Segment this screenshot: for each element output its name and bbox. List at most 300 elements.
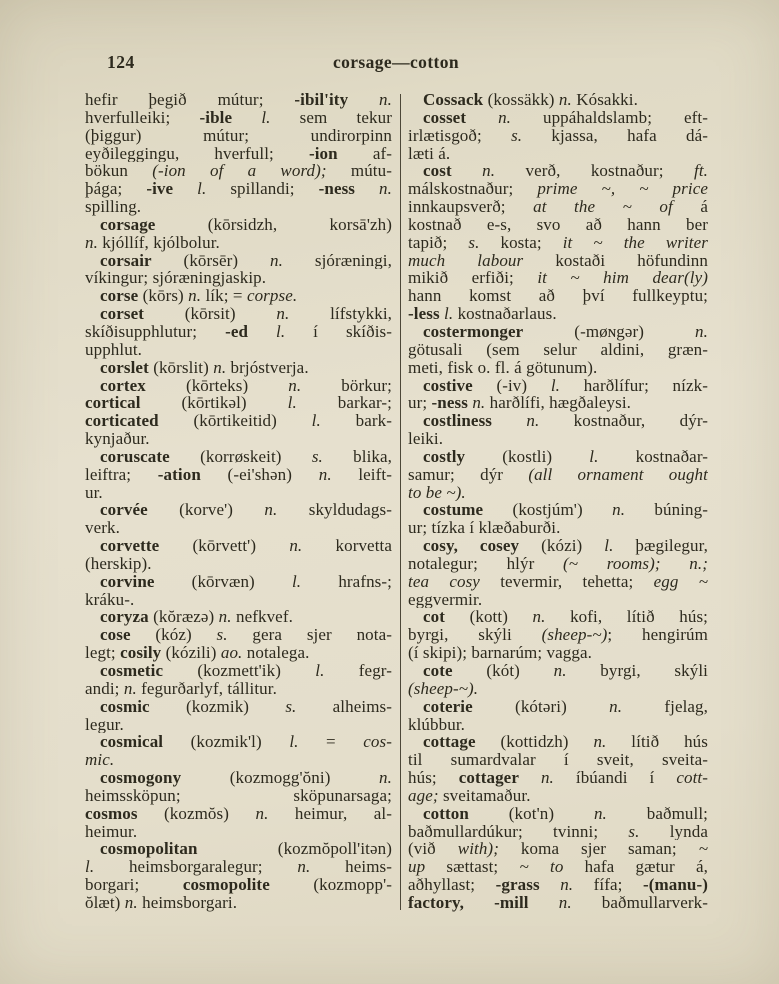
headword-or-suffix: cosily bbox=[120, 644, 162, 662]
plain-text: notalega. bbox=[242, 644, 310, 662]
italic-text: n. bbox=[270, 251, 283, 270]
italic-text: s. bbox=[511, 126, 523, 145]
plain-text: (kott) bbox=[445, 608, 533, 627]
dict-line bbox=[85, 341, 392, 359]
plain-text: borgari; bbox=[85, 876, 183, 894]
headword-or-suffix: cote bbox=[423, 662, 453, 680]
column-divider-rule bbox=[400, 94, 401, 910]
page-header bbox=[85, 52, 707, 74]
headword-or-suffix: coryza bbox=[100, 608, 149, 627]
dict-line bbox=[85, 555, 392, 573]
italic-text: l. bbox=[589, 447, 599, 466]
plain-text: (kóz) bbox=[130, 626, 217, 645]
dict-line bbox=[408, 537, 708, 555]
italic-text: ~ to bbox=[519, 858, 564, 877]
plain-text bbox=[540, 876, 561, 894]
plain-text: af- bbox=[337, 144, 392, 163]
plain-text: í skíðis- bbox=[285, 322, 392, 341]
plain-text: (kŏræzə) bbox=[148, 608, 219, 627]
plain-text bbox=[248, 323, 276, 341]
plain-text: götusali (sem selur aldini, græn- bbox=[408, 340, 708, 359]
dict-line bbox=[85, 537, 392, 555]
italic-text: n. bbox=[276, 305, 290, 323]
plain-text: (kossäkk) bbox=[483, 91, 559, 109]
italic-text: ~ bbox=[698, 840, 708, 859]
italic-text: n. bbox=[558, 91, 572, 109]
plain-text: málskostnaður; bbox=[408, 180, 538, 199]
plain-text: (kōrteks) bbox=[145, 376, 289, 395]
italic-text: n. bbox=[297, 858, 311, 877]
plain-text: (kōrs) bbox=[138, 287, 189, 306]
headword-or-suffix: costermonger bbox=[423, 322, 524, 341]
italic-text: age; bbox=[408, 786, 439, 805]
dict-line bbox=[85, 234, 392, 252]
plain-text: (-ei'shən) bbox=[200, 465, 319, 484]
italic-text: (all ornament ought bbox=[528, 465, 708, 484]
headword-or-suffix: cosmic bbox=[100, 697, 150, 716]
italic-text: tea cosy bbox=[408, 572, 480, 591]
dict-line bbox=[85, 448, 392, 466]
italic-text: n. bbox=[498, 108, 512, 127]
dict-line bbox=[85, 91, 392, 109]
plain-text: þægilegur, bbox=[613, 537, 708, 555]
plain-text: (við bbox=[408, 840, 458, 859]
headword-or-suffix: corslet bbox=[100, 358, 149, 377]
italic-text: cott- bbox=[676, 769, 708, 787]
italic-text: n. bbox=[289, 537, 303, 555]
headword-or-suffix: cortex bbox=[100, 376, 146, 395]
italic-text: l. bbox=[604, 537, 614, 555]
plain-text: (kottidzh) bbox=[475, 733, 594, 752]
italic-text: l. bbox=[287, 394, 297, 413]
dict-line bbox=[85, 145, 392, 163]
plain-text: upphlut. bbox=[85, 340, 142, 359]
italic-text: (sheep-~) bbox=[541, 626, 608, 645]
italic-text: corpse. bbox=[246, 287, 298, 306]
plain-text: (kōrsit) bbox=[144, 305, 277, 323]
headword-or-suffix: corvette bbox=[100, 537, 160, 555]
plain-text: (kót) bbox=[452, 662, 554, 680]
plain-text: (herskip). bbox=[85, 554, 152, 573]
plain-text: koma sjer saman; bbox=[498, 840, 699, 859]
plain-text bbox=[452, 162, 482, 180]
dict-line bbox=[408, 805, 708, 823]
dict-line bbox=[85, 519, 392, 537]
page-number: 124 bbox=[107, 52, 135, 72]
plain-text: byrgi, skýli bbox=[408, 626, 542, 645]
plain-text: verð, kostnaður; bbox=[495, 162, 694, 181]
plain-text: (þiggur) mútur; undirorpinn bbox=[85, 126, 392, 145]
dict-line bbox=[85, 644, 392, 662]
headword-or-suffix: cosmos bbox=[85, 804, 138, 823]
dict-line bbox=[85, 359, 392, 377]
plain-text: korvetta bbox=[302, 537, 392, 555]
dict-line bbox=[408, 466, 708, 484]
dict-line bbox=[408, 662, 708, 680]
plain-text: (kozmik'l) bbox=[163, 733, 290, 752]
dict-line bbox=[85, 662, 392, 680]
dict-line bbox=[408, 162, 708, 180]
plain-text: harðlífi, hægðaleysi. bbox=[485, 394, 631, 413]
dict-line bbox=[408, 269, 708, 287]
plain-text: skyldudags- bbox=[277, 501, 392, 520]
plain-text: baðmullarverk- bbox=[571, 893, 708, 912]
dict-line bbox=[85, 180, 392, 198]
italic-text: l. bbox=[197, 180, 207, 199]
dict-line bbox=[408, 109, 708, 127]
headword-or-suffix: cortical bbox=[85, 394, 141, 413]
dict-line bbox=[408, 234, 708, 252]
plain-text: (kozmŏpoll'itən) bbox=[197, 840, 392, 859]
dict-line bbox=[408, 858, 708, 876]
plain-text: Kósakki. bbox=[571, 91, 638, 109]
dict-line bbox=[408, 377, 708, 395]
italic-text: n. bbox=[482, 162, 496, 181]
italic-text: l. bbox=[276, 322, 286, 341]
plain-text: nefkvef. bbox=[231, 608, 293, 627]
plain-text bbox=[355, 180, 379, 198]
italic-text: s. bbox=[628, 822, 640, 841]
plain-text: (í skipi); barnarúm; vagga. bbox=[408, 644, 592, 662]
plain-text: fegurðarlyf, tállitur. bbox=[136, 679, 277, 698]
plain-text: sættast; bbox=[425, 858, 520, 877]
headword-or-suffix: -ibil'ity bbox=[294, 91, 349, 109]
dict-line bbox=[85, 591, 392, 609]
italic-text: n. bbox=[288, 376, 302, 395]
headword-or-suffix: coterie bbox=[423, 697, 473, 716]
headword-or-suffix: cost bbox=[423, 162, 452, 181]
headword-or-suffix: cosy, cosey bbox=[423, 537, 520, 555]
plain-text: ur; tízka í klæðaburði. bbox=[408, 519, 561, 538]
headword-or-suffix: corticated bbox=[85, 412, 159, 431]
plain-text: hefir þegið mútur; bbox=[85, 91, 295, 109]
headword-or-suffix: corse bbox=[100, 287, 139, 306]
italic-text: n. bbox=[526, 412, 540, 431]
headword-or-suffix: -ion bbox=[308, 144, 338, 163]
italic-text: l. bbox=[444, 305, 454, 323]
dict-line bbox=[85, 608, 392, 626]
italic-text: much labour bbox=[408, 251, 524, 270]
dict-line bbox=[85, 733, 392, 751]
dict-line bbox=[408, 733, 708, 751]
dict-line bbox=[408, 680, 708, 698]
headword-or-suffix: cottager bbox=[458, 769, 519, 787]
dict-line bbox=[408, 91, 708, 109]
headword-or-suffix: corset bbox=[100, 305, 145, 323]
italic-text: at the ~ of bbox=[533, 198, 673, 216]
plain-text: kostnað e-s, svo að hann ber bbox=[408, 215, 708, 234]
plain-text: kráku-. bbox=[85, 590, 135, 609]
plain-text: verk. bbox=[85, 519, 120, 538]
dict-line bbox=[408, 555, 708, 573]
headword-or-suffix: factory, -mill bbox=[408, 893, 529, 912]
dict-line bbox=[85, 680, 392, 698]
dict-line bbox=[408, 127, 708, 145]
plain-text: (kozmett'ik) bbox=[163, 662, 316, 680]
plain-text: ur; bbox=[408, 394, 432, 413]
plain-text: innkaupsverð; bbox=[408, 198, 534, 216]
italic-text: l. bbox=[85, 858, 95, 877]
italic-text: l. bbox=[289, 733, 299, 752]
headword-or-suffix: Cossack bbox=[423, 91, 484, 109]
dict-line bbox=[85, 501, 392, 519]
dict-line bbox=[85, 769, 392, 787]
plain-text: (kōrsidzh, korsā'zh) bbox=[155, 215, 392, 234]
headword-or-suffix: -ible bbox=[199, 108, 233, 127]
plain-text: legt; bbox=[85, 644, 121, 662]
plain-text: (kōrsēr) bbox=[151, 251, 271, 270]
headword-or-suffix: -ness bbox=[431, 394, 468, 413]
dict-line bbox=[408, 501, 708, 519]
italic-text: n. bbox=[472, 394, 486, 413]
headword-or-suffix: cose bbox=[100, 626, 131, 645]
plain-text: (kōrtikəl) bbox=[140, 394, 288, 413]
plain-text: eggvermir. bbox=[408, 590, 483, 609]
plain-text: (kostli) bbox=[465, 447, 590, 466]
dict-line bbox=[85, 751, 392, 769]
plain-text: (kozmogg'ŏni) bbox=[181, 769, 380, 787]
italic-text: n. bbox=[553, 662, 567, 680]
italic-text: (-ion of a word); bbox=[152, 162, 327, 181]
dict-line bbox=[85, 323, 392, 341]
plain-text: leiftra; bbox=[85, 465, 158, 484]
italic-text: s. bbox=[285, 697, 297, 716]
headword-or-suffix: cottage bbox=[423, 733, 476, 752]
italic-text: it ~ the writer bbox=[562, 233, 708, 252]
plain-text: (kōrvett') bbox=[159, 537, 290, 555]
plain-text: heimsborgari. bbox=[137, 893, 238, 912]
headword-or-suffix: cosset bbox=[423, 108, 467, 127]
dict-line bbox=[408, 430, 708, 448]
plain-text: tevermir, tehetta; bbox=[479, 572, 654, 591]
plain-text: (kōrslit) bbox=[148, 358, 214, 377]
dict-line bbox=[85, 252, 392, 270]
plain-text: byrgi, skýli bbox=[566, 662, 708, 680]
headword-or-suffix: costly bbox=[423, 447, 466, 466]
dict-line bbox=[408, 626, 708, 644]
plain-text: bökun bbox=[85, 162, 153, 181]
plain-text: lítið hús bbox=[606, 733, 708, 752]
plain-text: fjelag, bbox=[622, 697, 708, 716]
plain-text: mútu- bbox=[326, 162, 392, 181]
italic-text: n. bbox=[593, 733, 607, 752]
dict-line bbox=[408, 287, 708, 305]
plain-text: legur. bbox=[85, 715, 124, 734]
dict-line bbox=[408, 644, 708, 662]
italic-text: n. bbox=[609, 697, 623, 716]
plain-text: samur; dýr bbox=[408, 465, 529, 484]
plain-text: kostnaðarlaus. bbox=[453, 305, 557, 323]
italic-text: ao. bbox=[220, 644, 243, 662]
dict-line bbox=[85, 287, 392, 305]
plain-text: á bbox=[672, 198, 708, 216]
italic-text: up bbox=[408, 858, 426, 877]
plain-text: spillandi; bbox=[206, 180, 319, 199]
plain-text: (kōrtikeitid) bbox=[158, 412, 312, 431]
right-column bbox=[408, 91, 708, 912]
plain-text: ur. bbox=[85, 483, 103, 502]
dict-line bbox=[85, 412, 392, 430]
dict-line bbox=[85, 805, 392, 823]
dict-line bbox=[408, 484, 708, 502]
italic-text: n. bbox=[85, 233, 98, 252]
headword-or-suffix: cot bbox=[423, 608, 446, 627]
italic-text: n. bbox=[540, 769, 554, 787]
italic-text: n. bbox=[558, 893, 572, 912]
headword-or-suffix: -ation bbox=[157, 465, 201, 484]
dict-line bbox=[85, 787, 392, 805]
dict-line bbox=[85, 840, 392, 858]
dict-line bbox=[85, 716, 392, 734]
plain-text: = bbox=[298, 733, 364, 752]
plain-text: fífa; bbox=[573, 876, 643, 894]
italic-text: n. bbox=[560, 876, 574, 894]
plain-text: heimssköpun; sköpunarsaga; bbox=[85, 786, 392, 805]
italic-text: n. bbox=[123, 679, 137, 698]
dict-line bbox=[85, 394, 392, 412]
plain-text: gera sjer nota- bbox=[227, 626, 392, 645]
italic-text: it ~ him dear(ly) bbox=[537, 269, 708, 288]
plain-text: (kozmopp'- bbox=[269, 876, 392, 894]
plain-text: til sumardvalar í sveit, sveita- bbox=[408, 751, 708, 770]
plain-text: hverfulleiki; bbox=[85, 108, 200, 127]
plain-text: sveitamaður. bbox=[438, 786, 531, 805]
plain-text: mikið erfiði; bbox=[408, 269, 538, 288]
dict-line bbox=[408, 198, 708, 216]
dict-line bbox=[408, 876, 708, 894]
plain-text: kostnaðar- bbox=[598, 447, 708, 466]
dict-line bbox=[408, 359, 708, 377]
plain-text: eyðileggingu, hverfull; bbox=[85, 144, 309, 163]
italic-text: n. bbox=[379, 91, 392, 109]
italic-text: n. bbox=[379, 180, 392, 199]
plain-text: sem tekur bbox=[270, 108, 392, 127]
italic-text: ft. bbox=[694, 162, 708, 181]
dict-line bbox=[408, 751, 708, 769]
plain-text: aðhyllast; bbox=[408, 876, 496, 894]
dict-line bbox=[408, 145, 708, 163]
plain-text: kosta; bbox=[479, 233, 563, 252]
plain-text: hrafns-; bbox=[301, 572, 392, 591]
plain-text bbox=[173, 180, 197, 198]
plain-text bbox=[519, 769, 541, 787]
plain-text: heimur. bbox=[85, 822, 138, 841]
plain-text: íbúandi í bbox=[553, 769, 677, 787]
plain-text: kjassa, hafa dá- bbox=[522, 126, 708, 145]
headword-or-suffix: cosmogony bbox=[100, 769, 182, 787]
headword-or-suffix: corsair bbox=[100, 251, 152, 270]
dict-line bbox=[85, 109, 392, 127]
italic-text: mic. bbox=[85, 751, 115, 770]
italic-text: prime ~, ~ price bbox=[537, 180, 708, 199]
plain-text: heimsborgaralegur; bbox=[94, 858, 298, 877]
dict-line bbox=[408, 698, 708, 716]
dict-line bbox=[408, 341, 708, 359]
dict-line bbox=[85, 698, 392, 716]
plain-text: heims- bbox=[310, 858, 392, 877]
italic-text: (sheep-~). bbox=[408, 679, 479, 698]
dict-line bbox=[408, 769, 708, 787]
dict-line bbox=[408, 252, 708, 270]
plain-text: kostaði höfundinn bbox=[523, 251, 708, 270]
dict-line bbox=[408, 323, 708, 341]
italic-text: s. bbox=[311, 447, 323, 466]
italic-text: cos- bbox=[363, 733, 392, 752]
headword-or-suffix: cosmopolite bbox=[182, 876, 270, 894]
dict-line bbox=[85, 162, 392, 180]
plain-text: brjóstverja. bbox=[226, 358, 309, 377]
italic-text: l. bbox=[291, 572, 302, 591]
dict-line bbox=[408, 591, 708, 609]
dict-line bbox=[85, 484, 392, 502]
plain-text: klúbbur. bbox=[408, 715, 465, 734]
headword-or-suffix: -(manu-) bbox=[642, 876, 708, 894]
plain-text: sjóræningi, bbox=[282, 251, 392, 270]
plain-text: ŏlæt) bbox=[85, 893, 125, 912]
italic-text: l. bbox=[550, 376, 561, 395]
plain-text: (kot'n) bbox=[468, 804, 594, 823]
italic-text: n. bbox=[188, 287, 202, 306]
plain-text: tapið; bbox=[408, 233, 469, 252]
plain-text: hann komst að því fullkeyptu; bbox=[408, 287, 708, 306]
headword-or-suffix: corvine bbox=[100, 572, 155, 591]
headword-or-suffix: coruscate bbox=[100, 447, 170, 466]
dict-line bbox=[85, 216, 392, 234]
plain-text: (kótəri) bbox=[472, 697, 610, 716]
headword-or-suffix: -grass bbox=[495, 876, 540, 894]
plain-text: hafa gætur á, bbox=[563, 858, 708, 877]
plain-text bbox=[492, 412, 526, 430]
dict-line bbox=[85, 127, 392, 145]
plain-text: (kostjúm') bbox=[483, 501, 613, 520]
italic-text: n. bbox=[218, 608, 232, 627]
plain-text: kofi, lítið hús; bbox=[545, 608, 708, 627]
italic-text: l. bbox=[315, 662, 325, 680]
plain-text: (korrøskeit) bbox=[169, 447, 312, 466]
italic-text: egg ~ bbox=[653, 572, 708, 591]
plain-text: harðlífur; nízk- bbox=[560, 376, 708, 395]
plain-text: búning- bbox=[625, 501, 708, 520]
dict-line bbox=[408, 394, 708, 412]
plain-text: baðmull; bbox=[606, 804, 708, 823]
plain-text bbox=[232, 109, 261, 127]
plain-text: (-møɴgər) bbox=[523, 322, 696, 341]
italic-text: n. bbox=[264, 501, 278, 520]
headword-or-suffix: -ness bbox=[318, 180, 356, 199]
dict-line bbox=[85, 876, 392, 894]
plain-text: barkar-; bbox=[296, 394, 392, 413]
plain-text: lík; = bbox=[201, 287, 247, 306]
italic-text: l. bbox=[261, 108, 271, 127]
italic-text: n. bbox=[532, 608, 546, 627]
dict-line bbox=[408, 573, 708, 591]
italic-text: n. bbox=[255, 804, 269, 823]
plain-text: lífstykki, bbox=[289, 305, 392, 323]
dict-line bbox=[408, 787, 708, 805]
plain-text: irlætisgoð; bbox=[408, 126, 512, 145]
plain-text: blika, bbox=[322, 447, 392, 466]
plain-text: andi; bbox=[85, 679, 124, 698]
plain-text: uppáhaldslamb; eft- bbox=[511, 108, 708, 127]
dict-line bbox=[85, 305, 392, 323]
headword-or-suffix: -ive bbox=[146, 180, 174, 199]
plain-text: notalegur; hlýr bbox=[408, 554, 564, 573]
dict-line bbox=[408, 823, 708, 841]
headword-or-suffix: cotton bbox=[423, 804, 469, 823]
plain-text bbox=[348, 91, 379, 109]
italic-text: to be ~). bbox=[408, 483, 466, 502]
dict-line bbox=[85, 466, 392, 484]
